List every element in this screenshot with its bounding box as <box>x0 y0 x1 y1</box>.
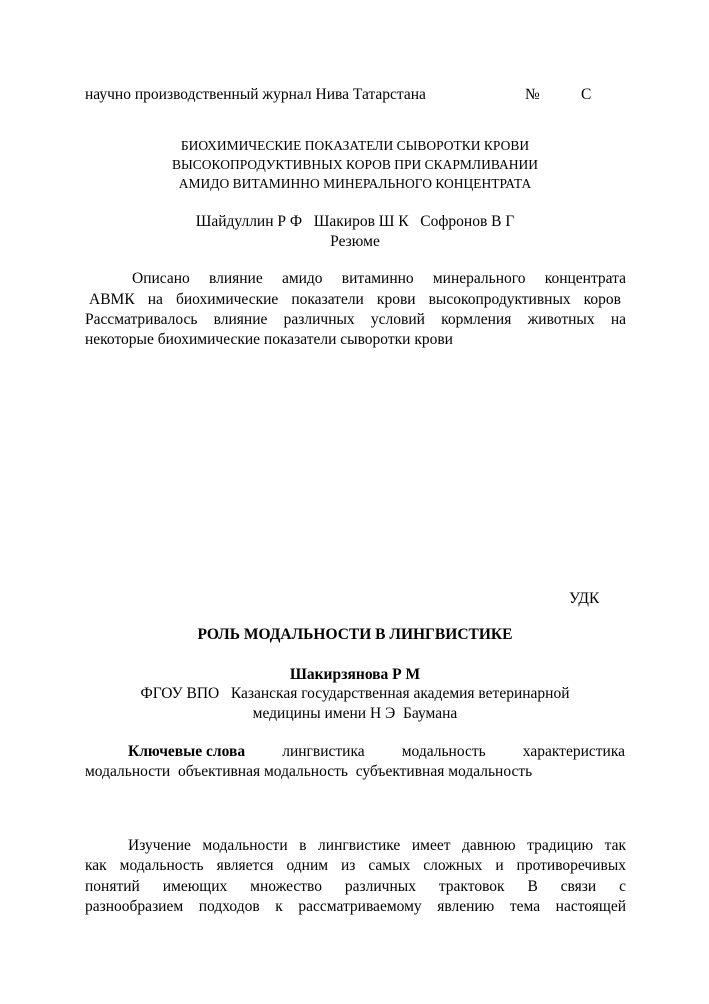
abstract-line: АВМК на биохимические показатели крови высокопродуктивных коров <box>89 291 621 308</box>
issue-number-sign: № <box>525 86 540 103</box>
keyword: модальность <box>401 743 486 760</box>
organization-line: ФГОУ ВПО Казанская государственная академия ветеринарной <box>140 685 570 702</box>
keyword: характеристика <box>522 743 625 760</box>
abstract-line: некоторые биохимические показатели сыворотки крови <box>85 331 453 348</box>
page-label: С <box>581 86 592 103</box>
abstract-line: Описано влияние амидо витаминно минерального концентрата <box>132 270 626 287</box>
body-line: как модальность является одним из самых сложных и противоречивых <box>85 857 626 874</box>
article1-authors: Шайдуллин Р Ф Шакиров Ш К Софронов В Г <box>195 213 515 230</box>
journal-header: научно производственный журнал Нива Татарстана <box>85 86 426 103</box>
article1-title-line: БИОХИМИЧЕСКИЕ ПОКАЗАТЕЛИ СЫВОРОТКИ КРОВИ <box>180 138 530 153</box>
body-line: понятий имеющих множество различных трактовок В связи с <box>85 878 626 895</box>
abstract-line: Рассматривалось влияние различных условий кормления животных на <box>85 311 626 328</box>
resume-heading: Резюме <box>330 233 380 250</box>
keywords-label: Ключевые слова <box>128 743 246 760</box>
keyword: лингвистика <box>282 743 365 760</box>
body-line: Изучение модальности в лингвистике имеет давнюю традицию так <box>128 837 626 854</box>
article1-title <box>85 136 625 193</box>
article2-title: РОЛЬ МОДАЛЬНОСТИ В ЛИНГВИСТИКЕ <box>197 626 513 643</box>
article2-author: Шакирзянова Р М <box>289 666 421 683</box>
keywords-continuation: модальности объективная модальность субъективная модальность <box>85 763 533 780</box>
article1-title-line: АМИДО ВИТАМИННО МИНЕРАЛЬНОГО КОНЦЕНТРАТА <box>178 176 532 191</box>
body-line: разнообразием подходов к рассматриваемому явлению тема настоящей <box>85 898 626 915</box>
keywords-line <box>128 741 626 762</box>
article1-title-line: ВЫСОКОПРОДУКТИВНЫХ КОРОВ ПРИ СКАРМЛИВАНИИ <box>172 157 538 172</box>
organization-line: медицины имени Н Э Баумана <box>252 705 458 722</box>
udk-label: УДК <box>569 590 600 607</box>
